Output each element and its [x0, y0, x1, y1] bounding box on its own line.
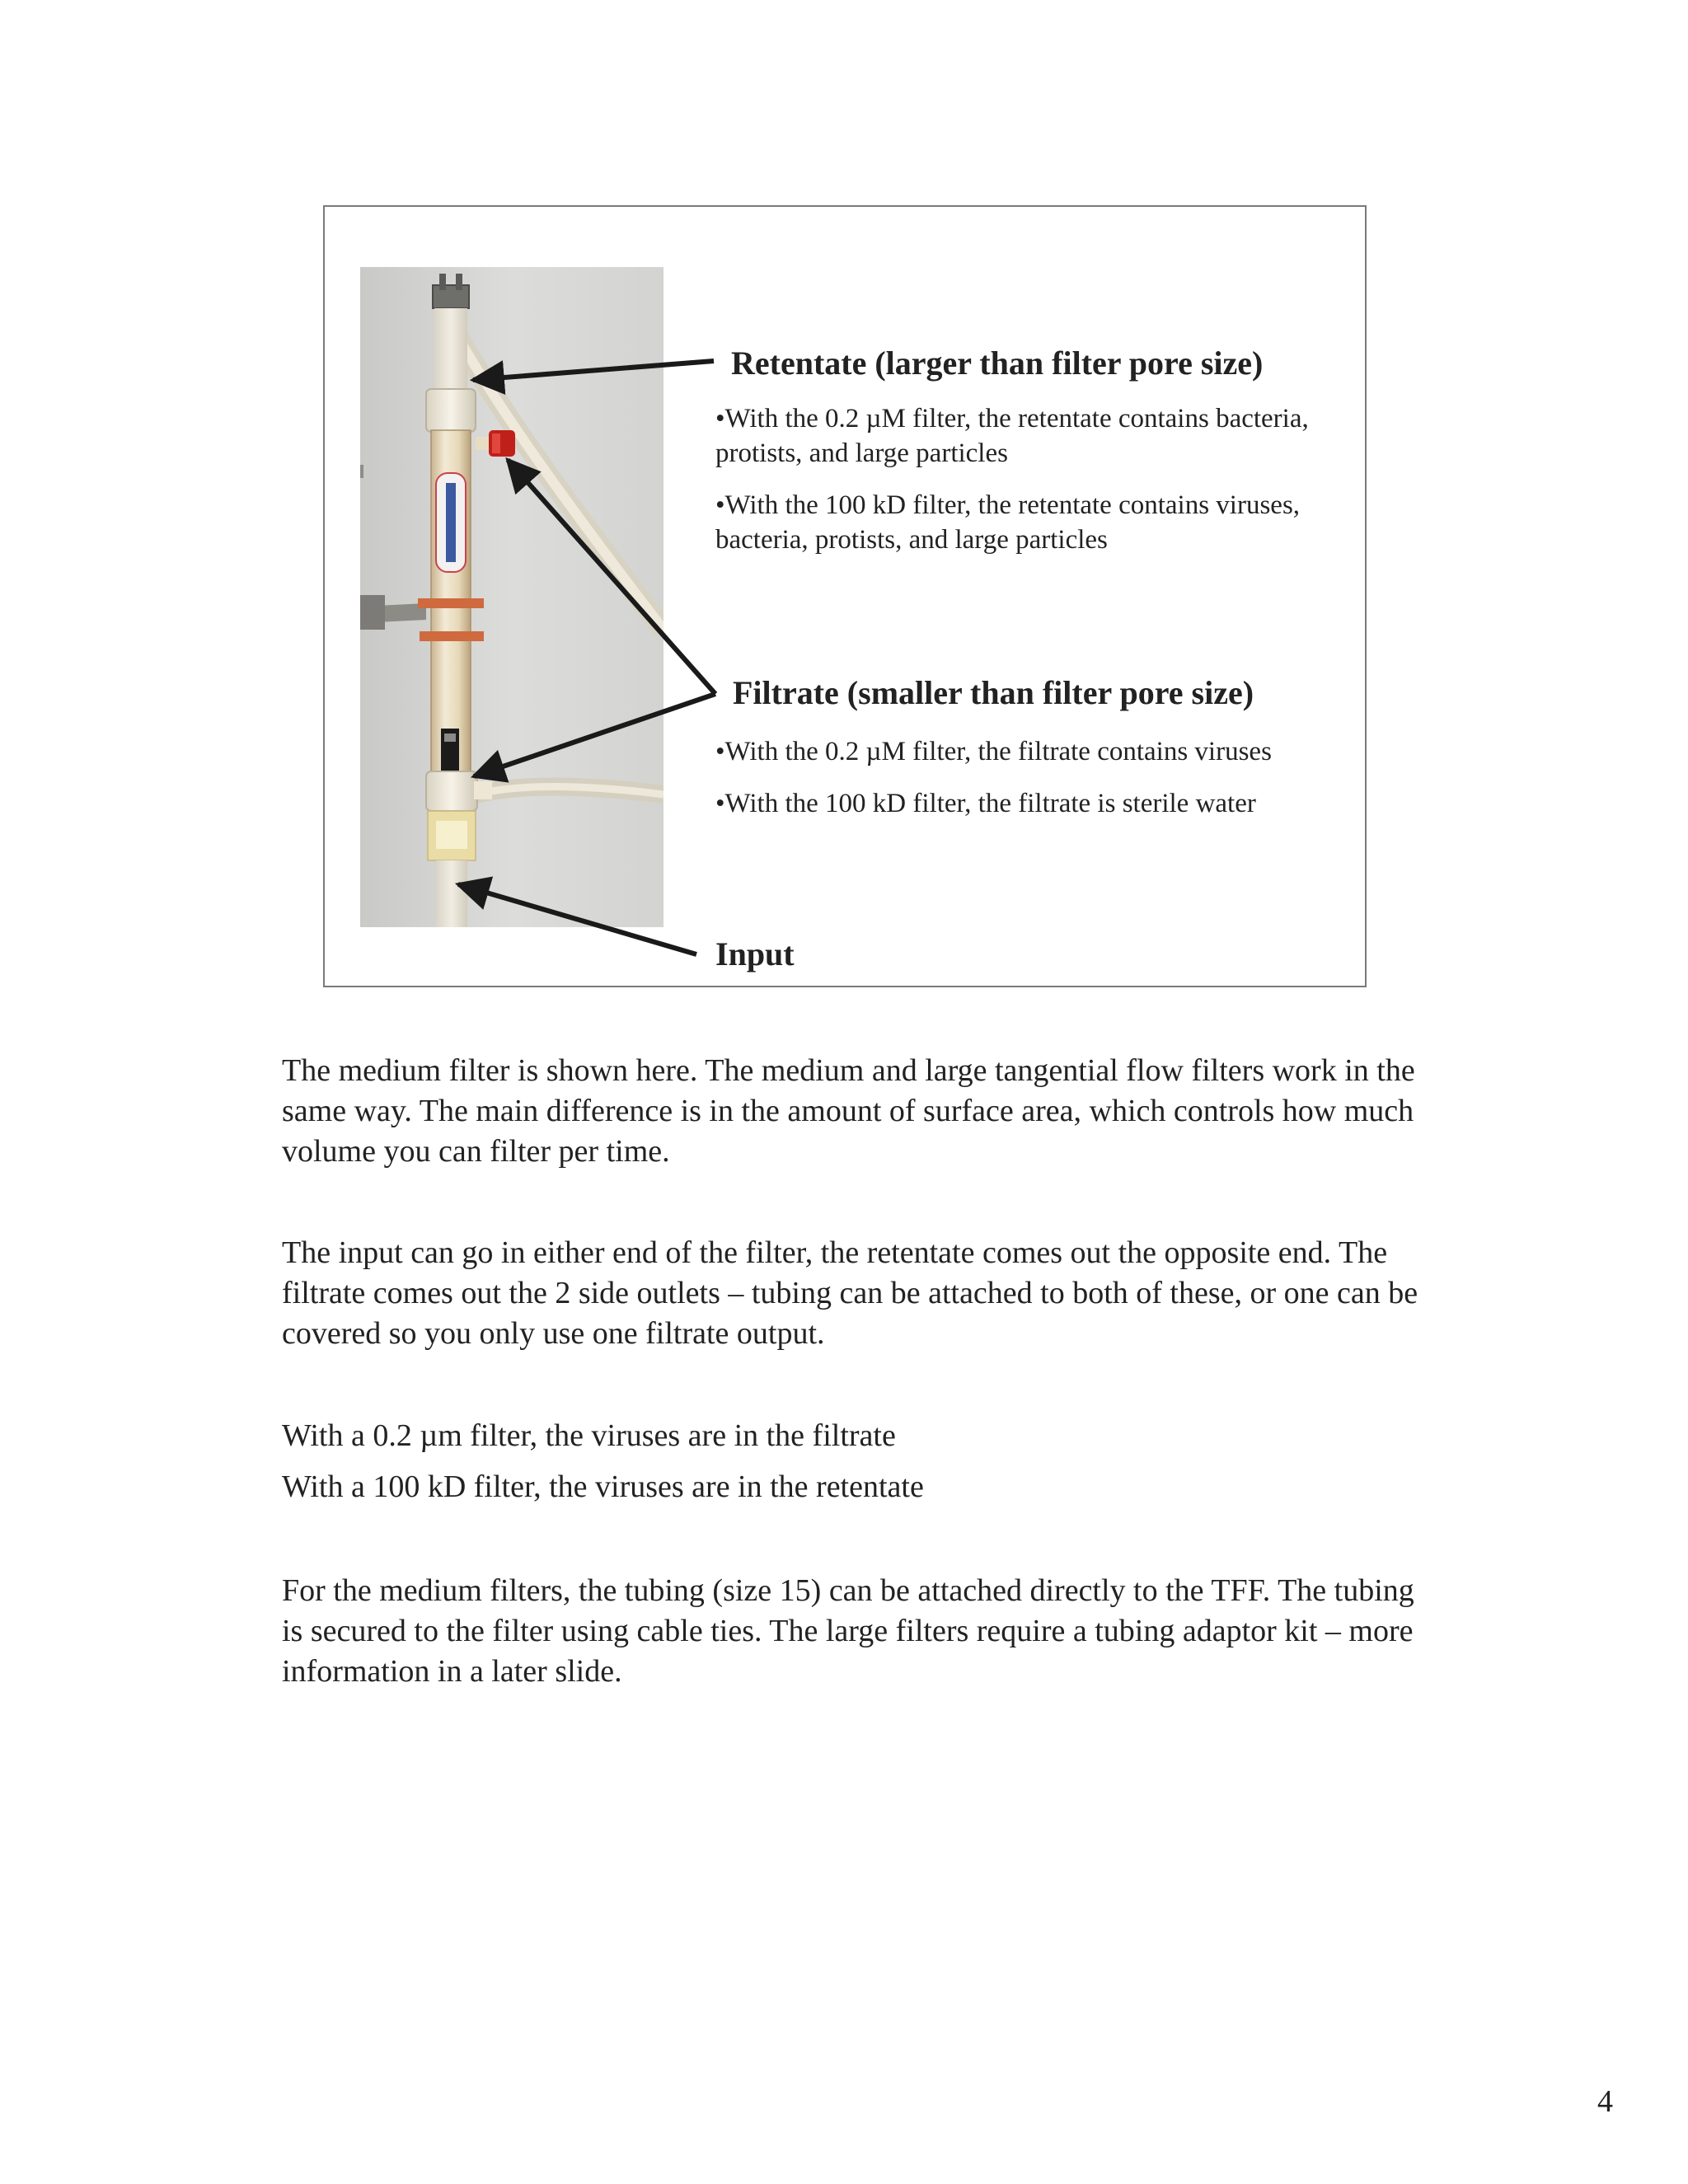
body-line-1: With a 0.2 µm filter, the viruses are in the filtrate [282, 1418, 896, 1453]
filtrate-bullet-2: •With the 100 kD filter, the filtrate is sterile water [715, 789, 1256, 818]
input-heading: Input [715, 935, 795, 972]
filtrate-bullet-1: •With the 0.2 µM filter, the filtrate contains viruses [715, 737, 1272, 766]
filtrate-heading: Filtrate (smaller than filter pore size) [733, 674, 1254, 711]
body-paragraph-2: The input can go in either end of the filter, the retentate comes out the opposite end. The filtrate comes out the 2 side outlets – tubing can be attached to both of these, or one can be covered so you only use one filtrate output. [282, 1235, 1418, 1351]
retentate-bullet-2: •With the 100 kD filter, the retentate contains viruses, bacteria, protists, and large particles [715, 490, 1301, 555]
retentate-bullet-1: •With the 0.2 µM filter, the retentate contains bacteria, protists, and large particles [715, 404, 1309, 468]
body-paragraph-3: For the medium filters, the tubing (size 15) can be attached directly to the TFF. The tubing is secured to the filter using cable ties. The large filters require a tubing adaptor kit – more information in a later slide. [282, 1573, 1414, 1689]
retentate-heading: Retentate (larger than filter pore size) [731, 344, 1264, 382]
body-line-2: With a 100 kD filter, the viruses are in the retentate [282, 1469, 924, 1504]
filter-photo [360, 267, 663, 927]
page-number: 4 [1597, 2084, 1613, 2119]
body-paragraph-1: The medium filter is shown here. The medium and large tangential flow filters work in the same way. The main difference is in the amount of surface area, which controls how much volume you can filter per time. [282, 1053, 1415, 1169]
